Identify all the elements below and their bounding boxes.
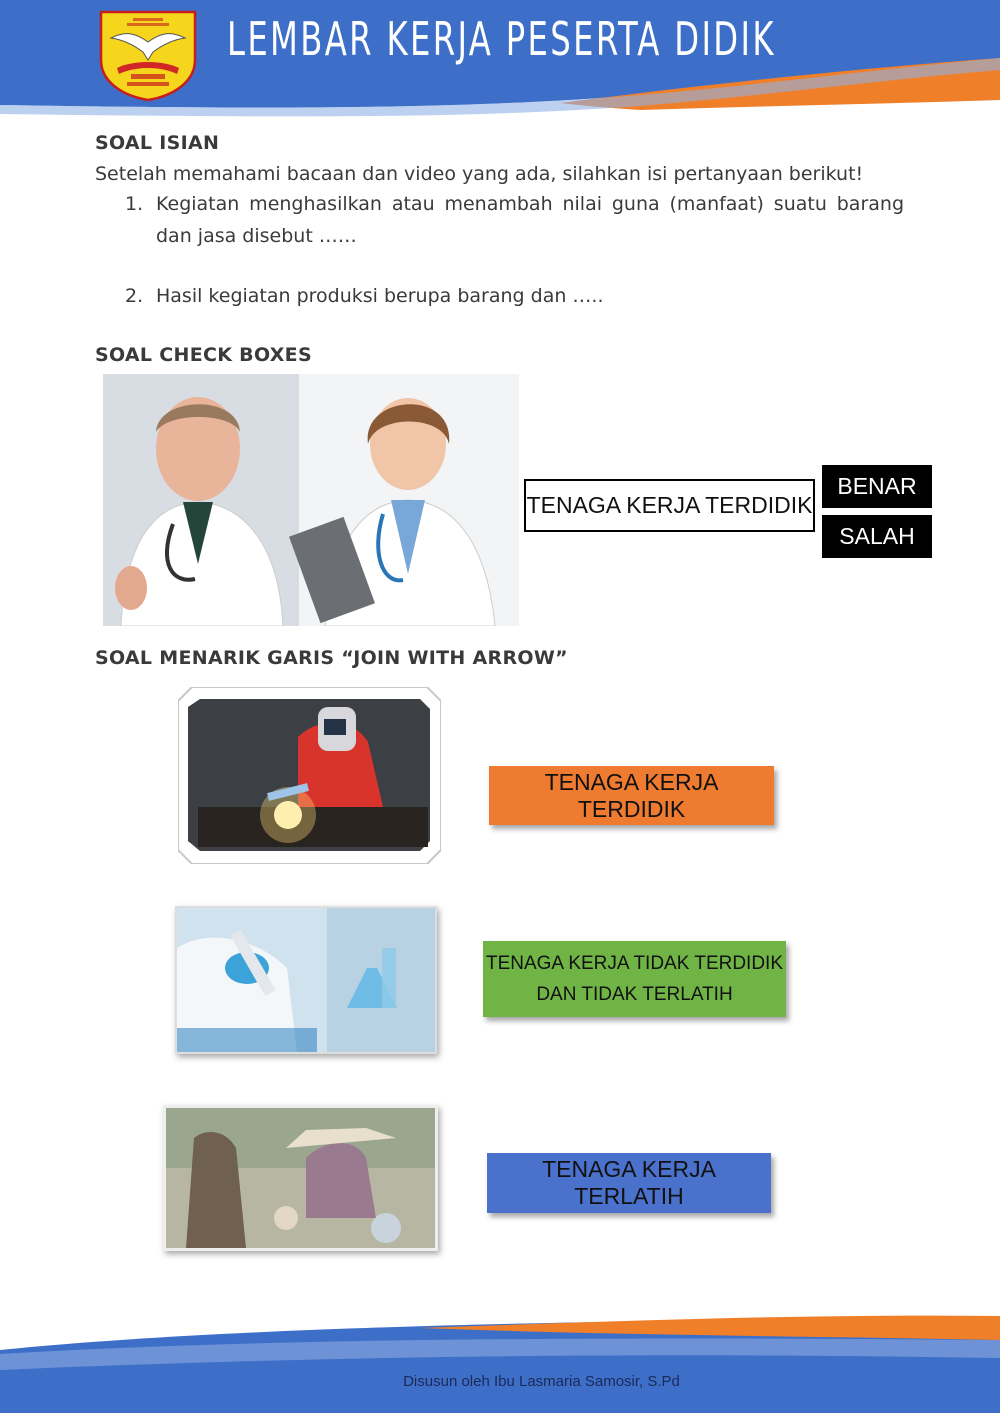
welder-photo [178, 687, 441, 864]
question-number: 1. [125, 193, 144, 215]
check-statement: TENAGA KERJA TERDIDIK [524, 479, 815, 532]
page-title: LEMBAR KERJA PESERTA DIDIK [227, 12, 776, 66]
school-logo [97, 8, 199, 102]
benar-button[interactable]: BENAR [822, 465, 932, 508]
section-title-join: SOAL MENARIK GARIS “JOIN WITH ARROW” [95, 647, 568, 669]
scavengers-photo [163, 1105, 438, 1251]
question-number: 2. [125, 285, 144, 307]
question-text: Hasil kegiatan produksi berupa barang dan ….. [156, 285, 604, 307]
isian-intro: Setelah memahami bacaan dan video yang ada, silahkan isi pertanyaan berikut! [95, 163, 864, 185]
salah-button[interactable]: SALAH [822, 515, 932, 558]
section-title-check: SOAL CHECK BOXES [95, 344, 312, 366]
doctors-photo [103, 374, 519, 626]
section-title-isian: SOAL ISIAN [95, 132, 220, 154]
question-text: Kegiatan menghasilkan atau menambah nilai guna (manfaat) suatu barang dan jasa disebut …… [156, 193, 904, 247]
join-label-terdidik[interactable]: TENAGA KERJA TERDIDIK [489, 766, 774, 825]
page-header [0, 0, 1000, 120]
join-label-terlatih[interactable]: TENAGA KERJA TERLATIH [487, 1153, 771, 1213]
lab-scientist-photo [175, 906, 437, 1054]
footer-credit: Disusun oleh Ibu Lasmaria Samosir, S.Pd [403, 1373, 680, 1390]
join-label-tidak-terdidik[interactable]: TENAGA KERJA TIDAK TERDIDIK DAN TIDAK TERLATIH [483, 941, 786, 1017]
footer-banner [0, 1300, 1000, 1413]
page-footer [0, 1300, 1000, 1413]
